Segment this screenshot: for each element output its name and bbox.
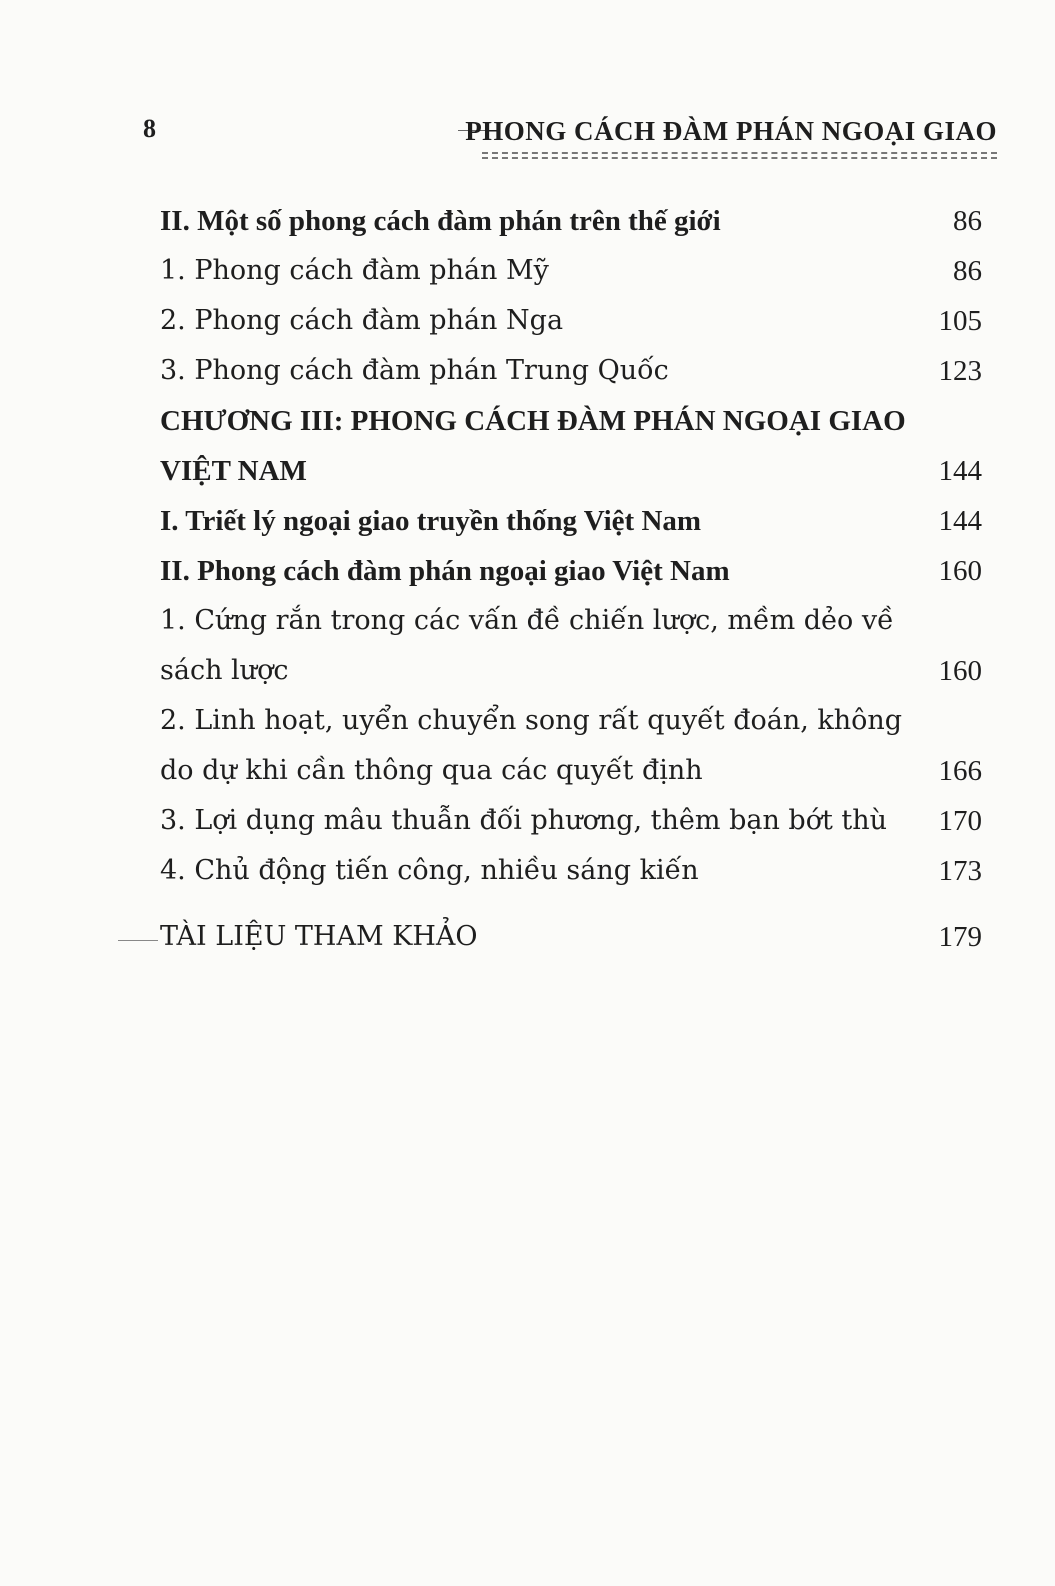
toc-entry-page: 105 — [938, 305, 982, 337]
toc-entry-title: 1. Cứng rắn trong các vấn đề chiến lược, mềm dẻo về — [160, 605, 894, 636]
toc-entry-page: 170 — [938, 805, 982, 837]
toc-entry-title: VIỆT NAM — [160, 455, 307, 487]
toc-entry-page: 144 — [938, 455, 982, 487]
toc-entry-page: 123 — [938, 355, 982, 387]
table-of-contents — [160, 196, 982, 962]
toc-entry — [160, 496, 982, 546]
toc-entry-page: 144 — [938, 505, 982, 537]
page-number: 8 — [143, 114, 156, 143]
toc-entry-title: II. Một số phong cách đàm phán trên thế giới — [160, 205, 721, 237]
toc-entry — [160, 196, 982, 246]
header-dotted-rule — [482, 152, 997, 159]
toc-entry-title: sách lược — [160, 655, 289, 686]
running-title: PHONG CÁCH ĐÀM PHÁN NGOẠI GIAO — [465, 116, 997, 146]
toc-entry-title: do dự khi cần thông qua các quyết định — [160, 755, 703, 786]
toc-entry — [160, 446, 982, 496]
toc-entry-title: TÀI LIỆU THAM KHẢO — [160, 921, 478, 952]
toc-entry-title: 2. Linh hoạt, uyển chuyển song rất quyết đoán, không — [160, 705, 903, 736]
toc-entry-title: 2. Phong cách đàm phán Nga — [160, 305, 564, 336]
toc-entry — [160, 646, 982, 696]
toc-entry — [160, 846, 982, 896]
toc-entry-title: II. Phong cách đàm phán ngoại giao Việt Nam — [160, 555, 730, 587]
toc-entry-title: 3. Lợi dụng mâu thuẫn đối phương, thêm bạn bớt thù — [160, 805, 888, 836]
toc-entry-title: 1. Phong cách đàm phán Mỹ — [160, 255, 549, 286]
toc-entry — [160, 396, 982, 446]
toc-entry-page: 160 — [938, 555, 982, 587]
toc-entry-title: 4. Chủ động tiến công, nhiều sáng kiến — [160, 855, 699, 886]
toc-entry-page: 179 — [938, 921, 982, 953]
toc-entry — [160, 796, 982, 846]
toc-entry-title: I. Triết lý ngoại giao truyền thống Việt Nam — [160, 505, 702, 537]
toc-entry — [160, 246, 982, 296]
toc-entry — [160, 696, 982, 746]
toc-entry — [160, 746, 982, 796]
toc-entry — [160, 912, 982, 962]
toc-entry — [160, 296, 982, 346]
toc-entry-page: 86 — [953, 255, 982, 287]
toc-entry-page: 160 — [938, 655, 982, 687]
toc-entry-title: CHƯƠNG III: PHONG CÁCH ĐÀM PHÁN NGOẠI GIAO — [160, 405, 906, 437]
toc-entry-page: 166 — [938, 755, 982, 787]
toc-entry-page: 173 — [938, 855, 982, 887]
toc-entry — [160, 546, 982, 596]
toc-entry — [160, 596, 982, 646]
toc-entry — [160, 346, 982, 396]
references-rule — [118, 940, 158, 941]
toc-entry-page: 86 — [953, 205, 982, 237]
toc-entry-title: 3. Phong cách đàm phán Trung Quốc — [160, 355, 669, 386]
